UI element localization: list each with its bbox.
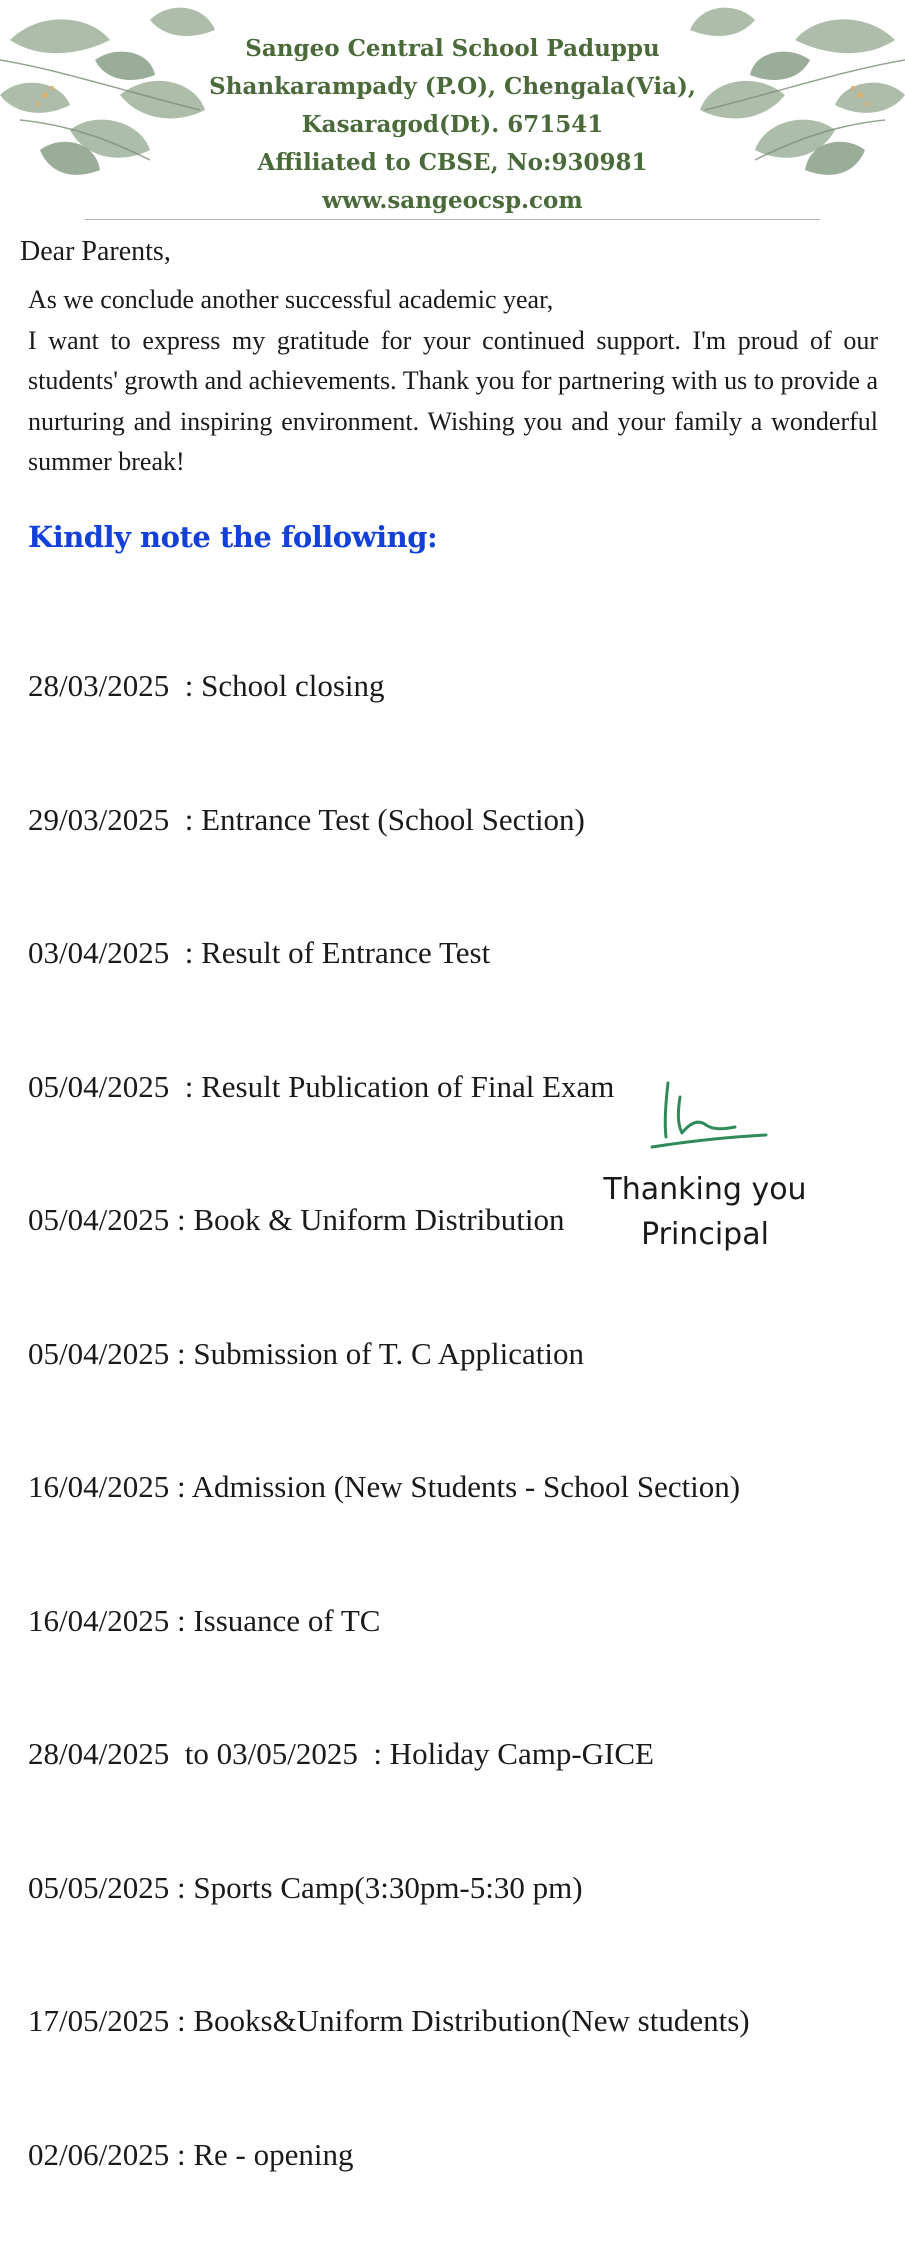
letter-body-rest: I want to express my gratitude for your continued support. I'm proud of our students' growth and achievements. Thank you for partnering with us to provide a nurturing and inspiring environment. Wishing you and your family a wonderful summer break! (28, 325, 878, 476)
closing-signatory: Principal (641, 1217, 769, 1252)
greeting: Dear Parents, (20, 236, 171, 267)
school-letterhead (0, 30, 905, 220)
letter-body (28, 280, 878, 483)
event-item: 05/04/2025 : Book & Uniform Distribution (28, 1202, 565, 1237)
letter-body-line1: As we conclude another successful academic year, (28, 285, 554, 314)
principal-signature (640, 1075, 780, 1160)
event-item: 28/04/2025 to 03/05/2025 : Holiday Camp-GICE (28, 1736, 654, 1771)
event-item: 05/04/2025 : Submission of T. C Application (28, 1335, 585, 1371)
event-item: 17/05/2025 : Books&Uniform Distribution(New students) (28, 2003, 750, 2038)
event-item: 02/06/2025 : Re - opening (28, 2136, 354, 2172)
event-item: 05/05/2025 : Sports Camp(3:30pm-5:30 pm) (28, 1869, 583, 1905)
notice-heading: Kindly note the following: (28, 520, 438, 554)
school-name: Sangeo Central School Paduppu (245, 35, 660, 62)
event-item: 16/04/2025 : Issuance of TC (28, 1602, 381, 1638)
event-item: 28/03/2025 : School closing (28, 668, 385, 703)
event-item: 16/04/2025 : Admission (New Students - School Section) (28, 1469, 741, 1504)
address-line-2: Kasaragod(Dt). 671541 (301, 111, 604, 138)
affiliation: Affiliated to CBSE, No:930981 (257, 149, 648, 176)
website: www.sangeocsp.com (322, 187, 583, 214)
event-list (28, 575, 750, 2266)
event-item: 03/04/2025 : Result of Entrance Test (28, 935, 491, 970)
event-item: 29/03/2025 : Entrance Test (School Section) (28, 801, 585, 837)
event-item: 05/04/2025 : Result Publication of Final Exam (28, 1068, 615, 1104)
header-divider (85, 219, 820, 220)
address-line-1: Shankarampady (P.O), Chengala(Via), (209, 73, 696, 100)
closing-thanks: Thanking you (603, 1172, 807, 1207)
closing-block (560, 1167, 850, 1257)
